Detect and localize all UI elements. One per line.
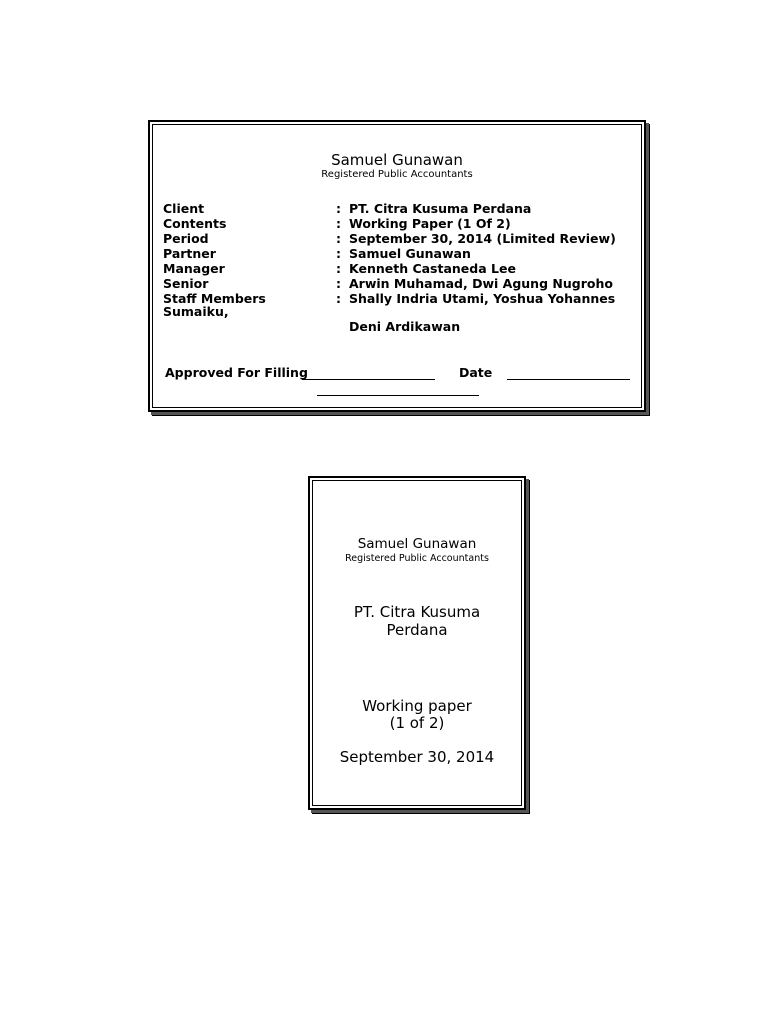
period-label: Period	[163, 231, 209, 246]
staff-value-wrap: Sumaiku,	[163, 304, 229, 319]
spine-paper-line-2: (1 of 2)	[389, 714, 445, 732]
partner-label: Partner	[163, 246, 216, 261]
senior-colon: :	[336, 276, 341, 291]
contents-colon: :	[336, 216, 341, 231]
manager-colon: :	[336, 261, 341, 276]
period-colon: :	[336, 231, 341, 246]
manager-value: Kenneth Castaneda Lee	[349, 261, 516, 276]
spine-firm-subtitle: Registered Public Accountants	[345, 553, 489, 564]
spine-date: September 30, 2014	[339, 748, 495, 766]
manager-label: Manager	[163, 261, 225, 276]
client-label: Client	[163, 201, 205, 216]
approval-signature-line[interactable]	[302, 379, 435, 380]
staff-value-extra: Deni Ardikawan	[349, 319, 461, 334]
client-value: PT. Citra Kusuma Perdana	[349, 201, 532, 216]
spine-firm-name: Samuel Gunawan	[357, 536, 477, 552]
approved-for-filling-label: Approved For Filling	[165, 365, 308, 380]
spine-paper-line-1: Working paper	[362, 697, 472, 715]
contents-label: Contents	[163, 216, 227, 231]
client-colon: :	[336, 201, 341, 216]
staff-colon: :	[336, 291, 341, 306]
period-value: September 30, 2014 (Limited Review)	[349, 231, 616, 246]
spine-client-line-2: Perdana	[386, 621, 448, 639]
senior-label: Senior	[163, 276, 209, 291]
partner-value: Samuel Gunawan	[349, 246, 471, 261]
senior-value: Arwin Muhamad, Dwi Agung Nugroho	[349, 276, 613, 291]
staff-value: Shally Indria Utami, Yoshua Yohannes	[349, 291, 616, 306]
firm-subtitle: Registered Public Accountants	[321, 169, 473, 180]
date-line[interactable]	[507, 379, 630, 380]
cover-label-card	[148, 120, 646, 412]
partner-colon: :	[336, 246, 341, 261]
spine-label-card	[308, 476, 526, 810]
contents-value: Working Paper (1 Of 2)	[349, 216, 511, 231]
spine-client-line-1: PT. Citra Kusuma	[353, 603, 481, 621]
firm-name: Samuel Gunawan	[331, 151, 463, 169]
staff-label: Staff Members	[163, 291, 266, 306]
second-signature-line[interactable]	[317, 395, 479, 396]
date-label: Date	[459, 365, 493, 380]
